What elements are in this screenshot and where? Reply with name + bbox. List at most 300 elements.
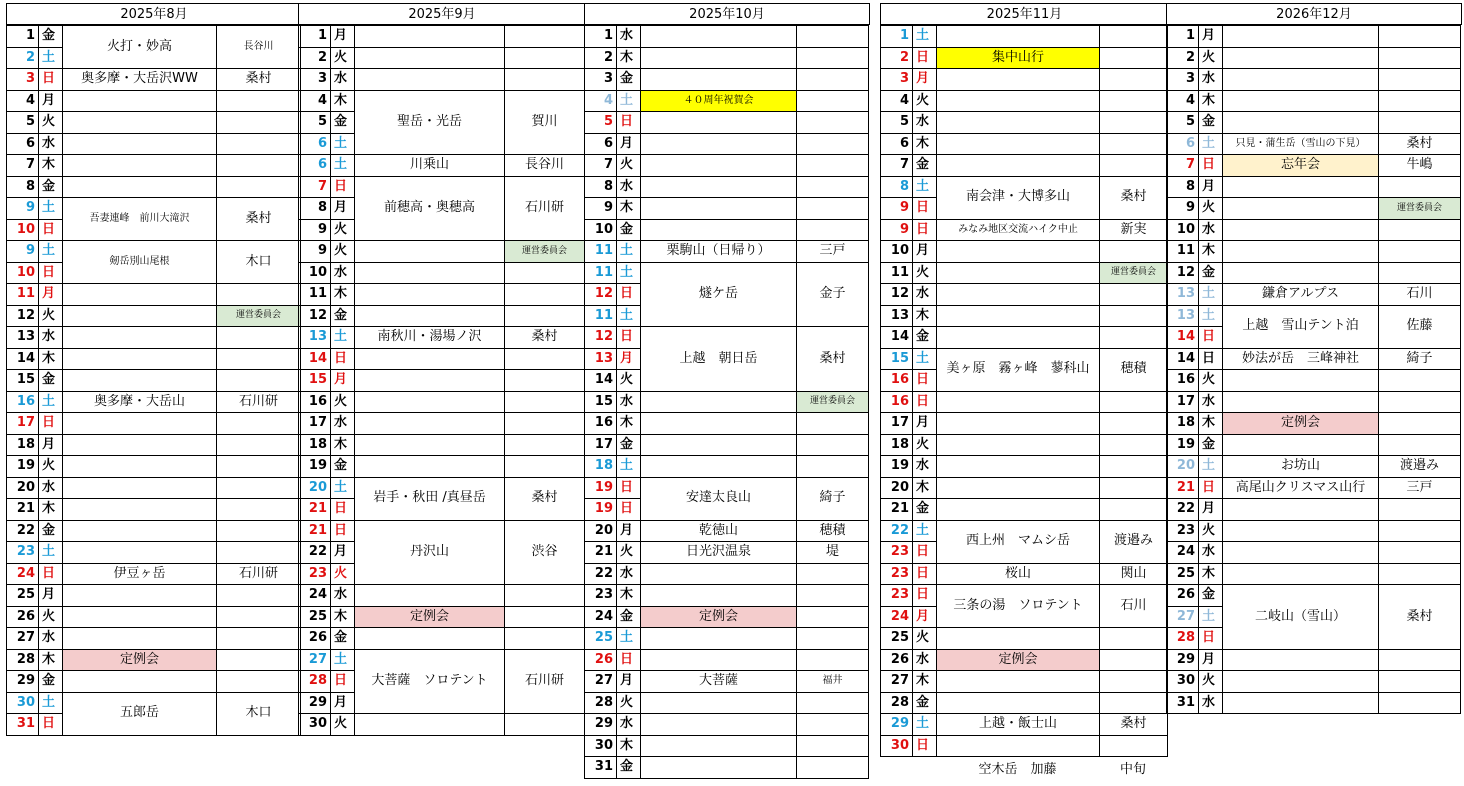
empty-event-cell[interactable] [640, 111, 797, 134]
empty-member-cell[interactable] [1378, 25, 1461, 48]
empty-event-cell[interactable] [1222, 240, 1379, 263]
empty-member-cell[interactable] [504, 584, 585, 607]
empty-member-cell[interactable] [796, 154, 869, 177]
empty-event-cell[interactable] [936, 305, 1100, 328]
member-cell[interactable] [1099, 219, 1168, 242]
empty-member-cell[interactable] [796, 111, 869, 134]
empty-member-cell[interactable] [1099, 90, 1168, 113]
weekday-label: 火 [616, 692, 641, 715]
empty-member-cell[interactable] [216, 670, 301, 693]
empty-member-cell[interactable] [1378, 498, 1461, 521]
empty-event-cell[interactable] [936, 111, 1100, 134]
empty-event-cell[interactable] [640, 756, 797, 779]
member-cell[interactable] [216, 692, 301, 736]
day-number: 13 [1166, 283, 1199, 306]
empty-event-cell[interactable] [62, 434, 217, 457]
event-cell[interactable] [936, 563, 1100, 586]
event-cell[interactable] [354, 240, 505, 263]
empty-event-cell[interactable] [936, 154, 1100, 177]
weekday-label: 木 [616, 412, 641, 435]
event-cell[interactable] [62, 240, 217, 284]
empty-event-cell[interactable] [936, 692, 1100, 715]
empty-member-cell[interactable] [1378, 47, 1461, 70]
empty-member-cell[interactable] [796, 176, 869, 199]
empty-member-cell[interactable] [796, 692, 869, 715]
empty-member-cell[interactable] [1378, 111, 1461, 134]
empty-member-cell[interactable] [1378, 240, 1461, 263]
event-title: 丹沢山 [409, 544, 449, 560]
leader-name: 渡邉み [1399, 458, 1439, 474]
event-cell[interactable] [640, 520, 797, 543]
empty-event-cell[interactable] [62, 498, 217, 521]
event-cell[interactable] [354, 520, 505, 586]
event-cell[interactable] [936, 47, 1100, 70]
empty-event-cell[interactable] [62, 348, 217, 371]
empty-member-cell[interactable] [1099, 670, 1168, 693]
event-cell[interactable] [640, 606, 797, 629]
member-cell[interactable] [216, 391, 301, 414]
member-cell[interactable] [216, 240, 301, 284]
empty-event-cell[interactable] [354, 348, 505, 371]
empty-event-cell[interactable] [936, 670, 1100, 693]
event-cell[interactable] [354, 176, 505, 242]
empty-event-cell[interactable] [1222, 498, 1379, 521]
empty-member-cell[interactable] [796, 68, 869, 91]
event-cell[interactable] [62, 25, 217, 69]
member-cell[interactable] [796, 326, 869, 392]
event-cell[interactable] [1222, 154, 1379, 177]
member-cell[interactable] [1099, 262, 1168, 285]
empty-event-cell[interactable] [1222, 47, 1379, 70]
event-cell[interactable] [354, 649, 505, 715]
member-cell[interactable] [504, 326, 585, 349]
member-cell[interactable] [216, 68, 301, 91]
empty-event-cell[interactable] [354, 713, 505, 736]
member-cell[interactable] [796, 391, 869, 414]
empty-event-cell[interactable] [1222, 219, 1379, 242]
event-cell[interactable] [936, 649, 1100, 672]
member-cell[interactable] [796, 670, 869, 693]
day-number: 15 [6, 369, 39, 392]
empty-event-cell[interactable] [640, 154, 797, 177]
empty-event-cell[interactable] [62, 627, 217, 650]
event-cell[interactable] [936, 176, 1100, 220]
empty-member-cell[interactable] [1099, 68, 1168, 91]
member-cell[interactable] [1378, 283, 1461, 306]
event-cell[interactable] [1222, 197, 1379, 220]
empty-member-cell[interactable] [1099, 25, 1168, 48]
member-cell[interactable] [504, 649, 585, 715]
event-cell[interactable] [936, 584, 1100, 628]
member-cell[interactable] [1099, 584, 1168, 628]
member-cell[interactable] [796, 90, 869, 113]
empty-event-cell[interactable] [1222, 369, 1379, 392]
empty-event-cell[interactable] [354, 455, 505, 478]
empty-event-cell[interactable] [354, 412, 505, 435]
empty-member-cell[interactable] [796, 563, 869, 586]
empty-member-cell[interactable] [796, 649, 869, 672]
event-cell[interactable] [936, 262, 1100, 285]
empty-member-cell[interactable] [1099, 133, 1168, 156]
empty-member-cell[interactable] [1099, 627, 1168, 650]
empty-event-cell[interactable] [1222, 176, 1379, 199]
empty-member-cell[interactable] [504, 68, 585, 91]
empty-member-cell[interactable] [504, 283, 585, 306]
empty-member-cell[interactable] [1378, 369, 1461, 392]
empty-event-cell[interactable] [640, 68, 797, 91]
member-cell[interactable] [1378, 348, 1461, 371]
event-cell[interactable] [936, 713, 1100, 736]
empty-member-cell[interactable] [1378, 692, 1461, 715]
empty-member-cell[interactable] [216, 520, 301, 543]
empty-member-cell[interactable] [216, 154, 301, 177]
empty-member-cell[interactable] [1099, 391, 1168, 414]
event-cell[interactable] [1222, 133, 1379, 156]
empty-member-cell[interactable] [216, 412, 301, 435]
empty-event-cell[interactable] [640, 649, 797, 672]
empty-member-cell[interactable] [1378, 219, 1461, 242]
empty-member-cell[interactable] [796, 735, 869, 758]
empty-member-cell[interactable] [1378, 520, 1461, 543]
member-cell[interactable] [796, 541, 869, 564]
member-cell[interactable] [1099, 649, 1168, 672]
empty-event-cell[interactable] [354, 627, 505, 650]
empty-member-cell[interactable] [1099, 455, 1168, 478]
empty-event-cell[interactable] [640, 735, 797, 758]
empty-member-cell[interactable] [504, 262, 585, 285]
member-cell[interactable] [504, 606, 585, 629]
empty-member-cell[interactable] [504, 369, 585, 392]
empty-member-cell[interactable] [1378, 176, 1461, 199]
event-cell[interactable] [1222, 283, 1379, 306]
empty-member-cell[interactable] [216, 369, 301, 392]
event-cell[interactable] [354, 326, 505, 349]
event-cell[interactable] [640, 477, 797, 521]
empty-event-cell[interactable] [936, 240, 1100, 263]
empty-event-cell[interactable] [640, 197, 797, 220]
event-cell[interactable] [640, 262, 797, 328]
empty-member-cell[interactable] [1378, 391, 1461, 414]
empty-member-cell[interactable] [216, 627, 301, 650]
empty-member-cell[interactable] [504, 455, 585, 478]
empty-event-cell[interactable] [1222, 692, 1379, 715]
member-cell[interactable] [1378, 455, 1461, 478]
member-cell[interactable] [216, 563, 301, 586]
empty-event-cell[interactable] [936, 25, 1100, 48]
event-cell[interactable] [354, 154, 505, 177]
weekday-label: 土 [38, 240, 63, 263]
empty-member-cell[interactable] [1099, 477, 1168, 500]
empty-member-cell[interactable] [504, 47, 585, 70]
member-cell[interactable] [504, 154, 585, 177]
event-cell[interactable] [62, 649, 217, 672]
empty-event-cell[interactable] [1222, 90, 1379, 113]
empty-event-cell[interactable] [62, 606, 217, 629]
event-cell[interactable] [640, 90, 797, 113]
empty-event-cell[interactable] [640, 434, 797, 457]
member-cell[interactable] [1099, 713, 1168, 736]
empty-event-cell[interactable] [936, 68, 1100, 91]
empty-event-cell[interactable] [640, 563, 797, 586]
empty-event-cell[interactable] [640, 455, 797, 478]
empty-member-cell[interactable] [1099, 692, 1168, 715]
empty-member-cell[interactable] [216, 434, 301, 457]
empty-member-cell[interactable] [504, 412, 585, 435]
empty-event-cell[interactable] [354, 584, 505, 607]
empty-event-cell[interactable] [1222, 391, 1379, 414]
weekday-label: 日 [912, 735, 937, 758]
empty-event-cell[interactable] [62, 412, 217, 435]
empty-member-cell[interactable] [1099, 498, 1168, 521]
empty-event-cell[interactable] [62, 477, 217, 500]
empty-event-cell[interactable] [62, 584, 217, 607]
empty-member-cell[interactable] [1099, 735, 1168, 758]
empty-member-cell[interactable] [216, 90, 301, 113]
event-cell[interactable] [936, 348, 1100, 392]
member-cell[interactable] [216, 25, 301, 69]
event-cell[interactable] [62, 692, 217, 736]
empty-member-cell[interactable] [796, 25, 869, 48]
member-cell[interactable] [504, 240, 585, 263]
empty-event-cell[interactable] [62, 176, 217, 199]
event-cell[interactable] [640, 391, 797, 414]
empty-member-cell[interactable] [504, 627, 585, 650]
empty-event-cell[interactable] [936, 627, 1100, 650]
empty-member-cell[interactable] [1099, 154, 1168, 177]
empty-event-cell[interactable] [354, 391, 505, 414]
empty-event-cell[interactable] [1222, 68, 1379, 91]
empty-member-cell[interactable] [216, 283, 301, 306]
event-cell[interactable] [640, 326, 797, 392]
event-cell[interactable] [936, 219, 1100, 242]
leader-name: 運営委員会 [1110, 267, 1156, 278]
empty-event-cell[interactable] [62, 111, 217, 134]
empty-member-cell[interactable] [1099, 240, 1168, 263]
member-cell[interactable] [216, 305, 301, 328]
event-cell[interactable] [62, 68, 217, 91]
empty-member-cell[interactable] [216, 477, 301, 500]
empty-member-cell[interactable] [1378, 262, 1461, 285]
empty-event-cell[interactable] [354, 434, 505, 457]
empty-member-cell[interactable] [796, 219, 869, 242]
empty-event-cell[interactable] [640, 176, 797, 199]
member-cell[interactable] [1378, 412, 1461, 435]
empty-event-cell[interactable] [62, 283, 217, 306]
member-cell[interactable] [216, 649, 301, 672]
empty-event-cell[interactable] [936, 455, 1100, 478]
empty-event-cell[interactable] [936, 735, 1100, 758]
empty-event-cell[interactable] [936, 412, 1100, 435]
member-cell[interactable] [1378, 133, 1461, 156]
event-cell[interactable] [640, 541, 797, 564]
empty-event-cell[interactable] [354, 25, 505, 48]
empty-member-cell[interactable] [1378, 649, 1461, 672]
empty-member-cell[interactable] [1378, 68, 1461, 91]
member-cell[interactable] [1378, 477, 1461, 500]
member-cell[interactable] [796, 606, 869, 629]
event-cell[interactable] [62, 197, 217, 241]
empty-member-cell[interactable] [504, 305, 585, 328]
empty-member-cell[interactable] [796, 584, 869, 607]
member-cell[interactable] [1378, 154, 1461, 177]
empty-member-cell[interactable] [796, 756, 869, 779]
empty-member-cell[interactable] [1099, 326, 1168, 349]
empty-event-cell[interactable] [62, 90, 217, 113]
empty-event-cell[interactable] [62, 455, 217, 478]
empty-event-cell[interactable] [1222, 262, 1379, 285]
event-cell[interactable] [62, 563, 217, 586]
member-cell[interactable] [1378, 584, 1461, 650]
leader-name: 長谷川 [524, 157, 564, 173]
event-cell[interactable] [354, 606, 505, 629]
empty-member-cell[interactable] [504, 434, 585, 457]
empty-event-cell[interactable] [1222, 541, 1379, 564]
empty-member-cell[interactable] [1099, 283, 1168, 306]
member-cell[interactable] [504, 176, 585, 242]
empty-event-cell[interactable] [640, 713, 797, 736]
empty-member-cell[interactable] [796, 434, 869, 457]
event-cell[interactable] [354, 90, 505, 156]
empty-member-cell[interactable] [504, 391, 585, 414]
member-cell[interactable] [504, 520, 585, 586]
member-cell[interactable] [796, 240, 869, 263]
empty-event-cell[interactable] [62, 520, 217, 543]
empty-event-cell[interactable] [640, 219, 797, 242]
empty-member-cell[interactable] [796, 412, 869, 435]
empty-member-cell[interactable] [796, 197, 869, 220]
event-cell[interactable] [62, 391, 217, 414]
empty-member-cell[interactable] [216, 455, 301, 478]
empty-event-cell[interactable] [1222, 434, 1379, 457]
event-cell[interactable] [640, 240, 797, 263]
empty-member-cell[interactable] [1378, 563, 1461, 586]
event-cell[interactable] [640, 670, 797, 693]
empty-member-cell[interactable] [504, 348, 585, 371]
empty-event-cell[interactable] [640, 47, 797, 70]
empty-event-cell[interactable] [62, 154, 217, 177]
member-cell[interactable] [796, 520, 869, 543]
empty-member-cell[interactable] [216, 176, 301, 199]
event-cell[interactable] [354, 477, 505, 521]
empty-event-cell[interactable] [936, 283, 1100, 306]
empty-event-cell[interactable] [640, 627, 797, 650]
empty-event-cell[interactable] [1222, 25, 1379, 48]
event-cell[interactable] [936, 520, 1100, 564]
member-cell[interactable] [216, 197, 301, 241]
member-cell[interactable] [1099, 563, 1168, 586]
empty-event-cell[interactable] [640, 692, 797, 715]
empty-member-cell[interactable] [796, 455, 869, 478]
empty-event-cell[interactable] [640, 584, 797, 607]
empty-event-cell[interactable] [1222, 520, 1379, 543]
empty-event-cell[interactable] [1222, 563, 1379, 586]
day-number: 7 [6, 154, 39, 177]
empty-member-cell[interactable] [216, 498, 301, 521]
member-cell[interactable] [504, 90, 585, 156]
empty-event-cell[interactable] [62, 326, 217, 349]
empty-member-cell[interactable] [1099, 434, 1168, 457]
empty-event-cell[interactable] [640, 412, 797, 435]
member-cell[interactable] [1378, 305, 1461, 349]
empty-member-cell[interactable] [216, 584, 301, 607]
empty-member-cell[interactable] [1378, 541, 1461, 564]
empty-event-cell[interactable] [640, 133, 797, 156]
empty-event-cell[interactable] [936, 498, 1100, 521]
empty-event-cell[interactable] [354, 305, 505, 328]
day-number: 5 [584, 111, 617, 134]
member-cell[interactable] [796, 262, 869, 328]
empty-member-cell[interactable] [504, 713, 585, 736]
empty-event-cell[interactable] [354, 369, 505, 392]
member-cell[interactable] [1378, 197, 1461, 220]
event-cell[interactable] [1222, 584, 1379, 650]
member-cell[interactable] [1099, 47, 1168, 70]
empty-member-cell[interactable] [1099, 305, 1168, 328]
event-cell[interactable] [1222, 348, 1379, 371]
event-cell[interactable] [1222, 412, 1379, 435]
empty-member-cell[interactable] [796, 627, 869, 650]
event-title: 上越 雪山テント泊 [1242, 318, 1359, 334]
empty-event-cell[interactable] [62, 670, 217, 693]
event-cell[interactable] [1222, 477, 1379, 500]
member-cell[interactable] [504, 477, 585, 521]
empty-member-cell[interactable] [1378, 90, 1461, 113]
empty-event-cell[interactable] [936, 90, 1100, 113]
empty-event-cell[interactable] [936, 391, 1100, 414]
empty-event-cell[interactable] [354, 262, 505, 285]
empty-event-cell[interactable] [62, 541, 217, 564]
empty-member-cell[interactable] [796, 713, 869, 736]
empty-member-cell[interactable] [1378, 670, 1461, 693]
day-number: 10 [298, 262, 331, 285]
empty-member-cell[interactable] [216, 133, 301, 156]
empty-member-cell[interactable] [1378, 434, 1461, 457]
empty-event-cell[interactable] [1222, 670, 1379, 693]
empty-event-cell[interactable] [1222, 111, 1379, 134]
empty-member-cell[interactable] [216, 606, 301, 629]
empty-member-cell[interactable] [216, 541, 301, 564]
event-cell[interactable] [62, 305, 217, 328]
empty-event-cell[interactable] [62, 369, 217, 392]
empty-event-cell[interactable] [354, 68, 505, 91]
empty-event-cell[interactable] [354, 283, 505, 306]
member-cell[interactable] [1099, 520, 1168, 564]
member-cell[interactable] [1099, 176, 1168, 220]
empty-event-cell[interactable] [354, 47, 505, 70]
member-cell[interactable] [1099, 348, 1168, 392]
empty-event-cell[interactable] [62, 133, 217, 156]
empty-member-cell[interactable] [216, 326, 301, 349]
event-cell[interactable] [1222, 455, 1379, 478]
empty-event-cell[interactable] [640, 25, 797, 48]
empty-event-cell[interactable] [936, 477, 1100, 500]
empty-member-cell[interactable] [796, 47, 869, 70]
empty-member-cell[interactable] [216, 111, 301, 134]
empty-event-cell[interactable] [1222, 649, 1379, 672]
weekday-label: 火 [1198, 520, 1223, 543]
event-cell[interactable] [1222, 305, 1379, 349]
empty-event-cell[interactable] [936, 326, 1100, 349]
member-cell[interactable] [796, 477, 869, 521]
empty-member-cell[interactable] [796, 133, 869, 156]
empty-event-cell[interactable] [936, 434, 1100, 457]
empty-member-cell[interactable] [1099, 412, 1168, 435]
empty-member-cell[interactable] [504, 25, 585, 48]
empty-member-cell[interactable] [1099, 111, 1168, 134]
empty-member-cell[interactable] [216, 348, 301, 371]
empty-event-cell[interactable] [936, 133, 1100, 156]
day-number: 6 [584, 133, 617, 156]
